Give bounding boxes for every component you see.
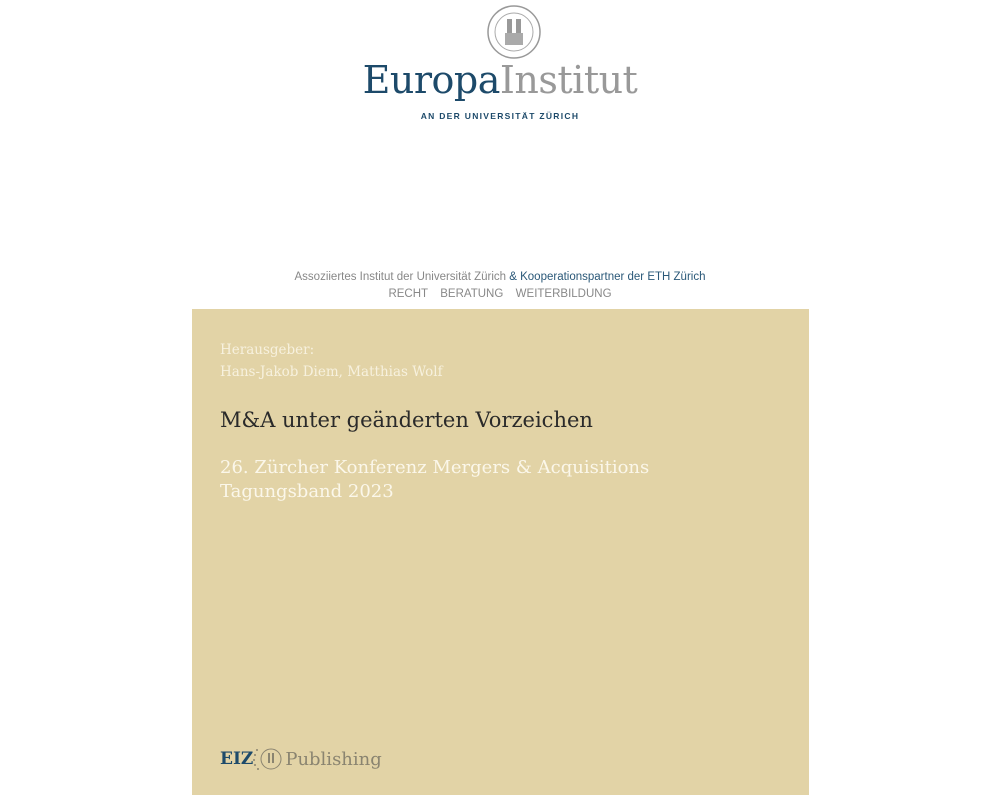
subtitle-line-2: Tagungsband 2023 (220, 481, 394, 502)
book-title: M&A unter geänderten Vorzeichen (220, 408, 593, 432)
cover-panel (192, 309, 809, 795)
book-subtitle (220, 456, 649, 504)
affiliation-line (0, 271, 1000, 283)
editor-names: Hans-Jakob Diem, Matthias Wolf (220, 364, 443, 380)
affiliation-eth: & Kooperationspartner der ETH Zürich (509, 271, 706, 283)
wordmark-institut: Institut (499, 58, 638, 102)
publisher-eiz: EIZ (220, 749, 254, 769)
subtitle-line-1: 26. Zürcher Konferenz Mergers & Acquisitions (220, 457, 650, 478)
editors-block (220, 339, 443, 383)
logo-subtitle: AN DER UNIVERSITÄT ZÜRICH (420, 111, 580, 121)
wordmark (0, 58, 1000, 102)
fields-line: RECHT BERATUNG WEITERBILDUNG (388, 288, 612, 300)
wordmark-europa: Europa (362, 58, 500, 102)
affiliation-uzh: Assoziiertes Institut der Universität Zürich (294, 271, 510, 283)
university-seal-icon (485, 3, 545, 63)
publisher-name: Publishing (285, 748, 382, 770)
publisher-seal-icon (253, 746, 283, 772)
editor-label: Herausgeber: (220, 342, 315, 358)
publisher-logo (220, 746, 382, 772)
